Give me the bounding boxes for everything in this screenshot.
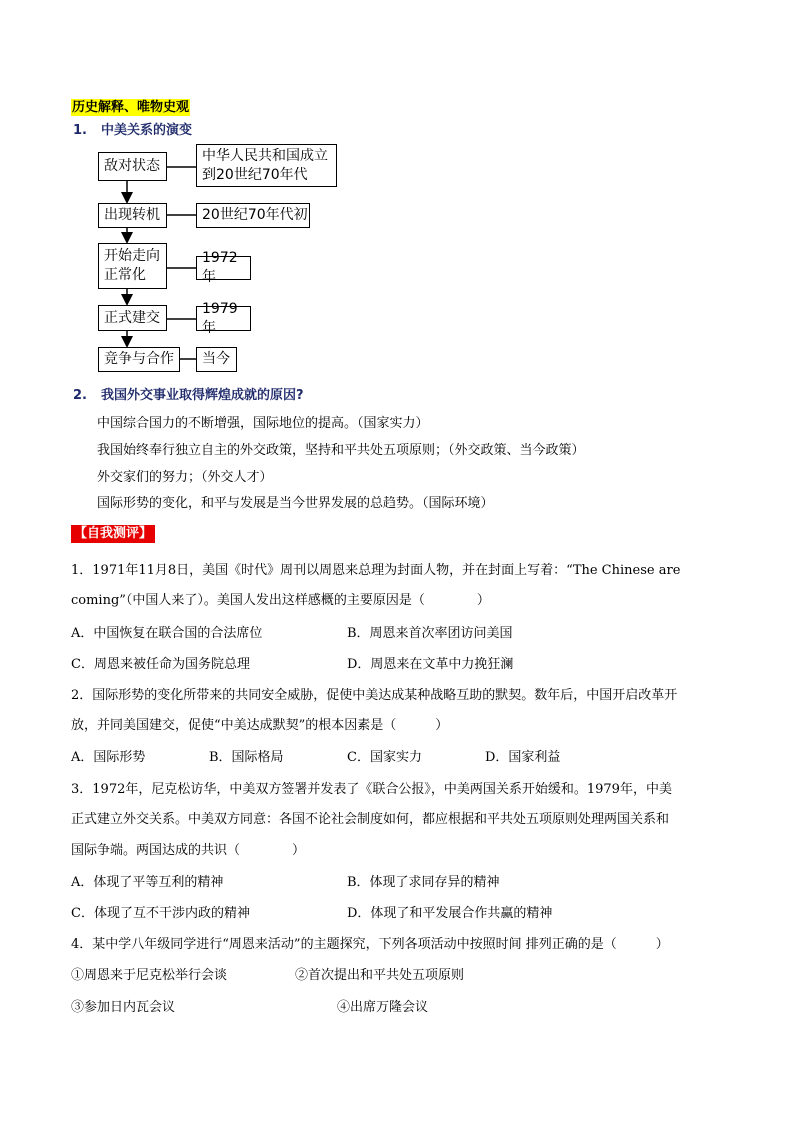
q1-option-d: D．周恩来在文革中力挽狂澜 bbox=[347, 657, 514, 672]
time-present: 当今 bbox=[196, 347, 237, 372]
q2-stem-line2: 放，并同美国建交，促使“中美达成默契”的根本因素是（ ） bbox=[71, 718, 449, 733]
topic1-title: 中美关系的演变 bbox=[100, 123, 192, 138]
q2-option-d: D．国家利益 bbox=[485, 750, 561, 765]
time-1949-line1: 中华人民共和国成立 bbox=[202, 147, 328, 164]
q1-stem-line2: coming”（中国人来了）。美国人发出这样感概的主要原因是（ ） bbox=[71, 593, 490, 608]
q1-option-c: C．周恩来被任命为国务院总理 bbox=[71, 657, 250, 672]
time-early-1970s: 20世纪70年代初 bbox=[196, 203, 310, 228]
q3-option-a: A．体现了平等互利的精神 bbox=[71, 875, 224, 890]
q3-stem-line1: 3．1972年，尼克松访华，中美双方签署并发表了《联合公报》，中美两国关系开始缓和。1979年，中美 bbox=[71, 782, 672, 797]
self-test-badge: 【自我测评】 bbox=[71, 525, 155, 543]
reason-3: 外交家们的努力；（外交人才） bbox=[97, 470, 273, 485]
stage-competition-cooperation: 竞争与合作 bbox=[98, 347, 180, 372]
q2-option-a: A．国际形势 bbox=[71, 750, 146, 765]
q3-option-c: C．体现了互不干涉内政的精神 bbox=[71, 906, 250, 921]
stage-normalization bbox=[98, 243, 167, 289]
stage-hostile: 敌对状态 bbox=[98, 152, 167, 181]
q4-item-2: ②首次提出和平共处五项原则 bbox=[295, 968, 465, 983]
time-1949-line2: 到20世纪70年代 bbox=[202, 166, 308, 183]
time-1979: 1979年 bbox=[196, 306, 251, 331]
q3-option-b: B．体现了求同存异的精神 bbox=[347, 875, 500, 890]
reason-2: 我国始终奉行独立自主的外交政策，坚持和平共处五项原则；（外交政策、当今政策） bbox=[97, 443, 585, 458]
q3-stem-line3: 国际争端。两国达成的共识（ ） bbox=[71, 843, 306, 858]
topic1-number: 1. bbox=[73, 123, 87, 138]
q2-option-c: C．国家实力 bbox=[347, 750, 422, 765]
stage-diplomatic-ties: 正式建交 bbox=[98, 305, 167, 331]
section-title: 历史解释、唯物史观 bbox=[72, 100, 190, 115]
stage-normalization-line1: 开始走向 bbox=[104, 248, 160, 264]
q4-item-4: ④出席万隆会议 bbox=[337, 1000, 429, 1015]
q1-option-a: A．中国恢复在联合国的合法席位 bbox=[71, 626, 263, 641]
topic2-number: 2. bbox=[73, 388, 87, 403]
reason-1: 中国综合国力的不断增强，国际地位的提高。（国家实力） bbox=[97, 416, 429, 431]
q2-stem-line1: 2．国际形势的变化所带来的共同安全威胁，促使中美达成某种战略互助的默契。数年后，中国开启改革开 bbox=[71, 688, 678, 703]
q4-item-3: ③参加日内瓦会议 bbox=[71, 1000, 176, 1015]
q1-stem-line1: 1．1971年11月8日，美国《时代》周刊以周恩来总理为封面人物，并在封面上写着：“The Chinese are bbox=[71, 563, 681, 578]
topic2-title: 我国外交事业取得辉煌成就的原因? bbox=[100, 388, 304, 403]
time-1972: 1972年 bbox=[196, 256, 251, 280]
q3-stem-line2: 正式建立外交关系。中美双方同意：各国不论社会制度如何，都应根据和平共处五项原则处理两国关系和 bbox=[71, 812, 670, 827]
q2-option-b: B．国际格局 bbox=[209, 750, 284, 765]
reason-4: 国际形势的变化，和平与发展是当今世界发展的总趋势。（国际环境） bbox=[97, 496, 494, 511]
stage-turning-point: 出现转机 bbox=[98, 203, 167, 228]
topic2-heading bbox=[73, 384, 304, 403]
time-1949-1970s bbox=[196, 144, 337, 187]
q3-option-d: D．体现了和平发展合作共赢的精神 bbox=[347, 906, 553, 921]
q1-option-b: B．周恩来首次率团访问美国 bbox=[347, 626, 513, 641]
q4-stem-line1: 4．某中学八年级同学进行“周恩来活动”的主题探究，下列各项活动中按照时间 排列正确的是（ ） bbox=[71, 937, 669, 952]
q4-item-1: ①周恩来于尼克松举行会谈 bbox=[71, 968, 228, 983]
stage-normalization-line2: 正常化 bbox=[104, 267, 146, 283]
